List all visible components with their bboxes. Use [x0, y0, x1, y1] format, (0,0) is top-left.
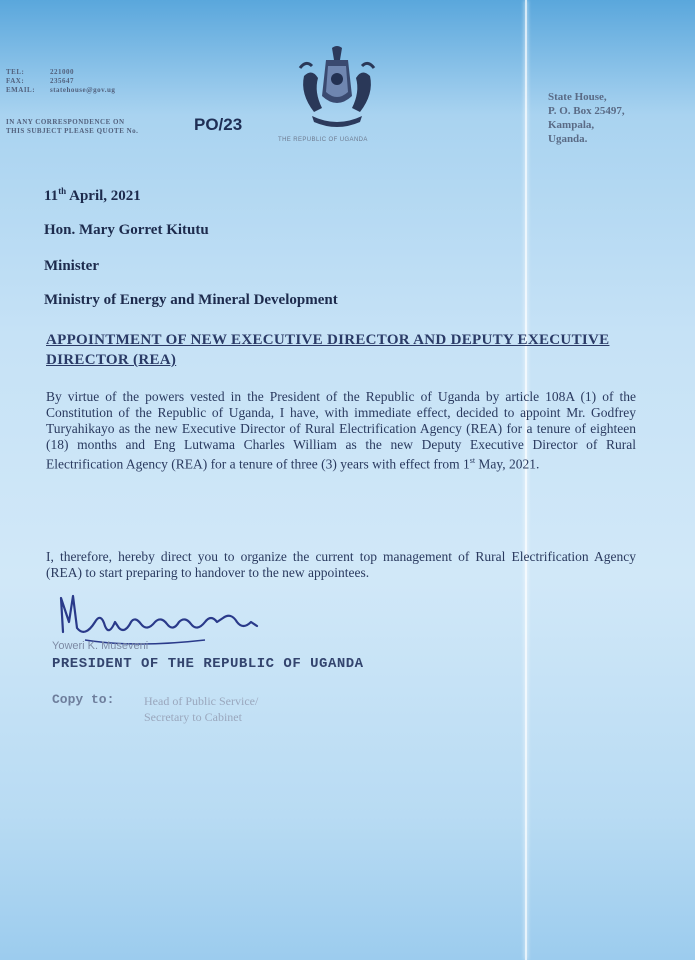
reference-number: PO/23 — [194, 115, 243, 134]
sender-address: State House, P. O. Box 25497, Kampala, Uganda. — [548, 91, 625, 145]
recipient-ministry: Ministry of Energy and Mineral Development — [44, 292, 338, 308]
contact-row: EMAIL: statehouse@gov.ug — [6, 86, 116, 94]
body-paragraph-2: I, therefore, hereby direct you to organize the current top management of Rural Electrification Agency (REA) to start preparing to handover to the new appointees. — [46, 549, 636, 580]
crest-caption: THE REPUBLIC OF UGANDA — [278, 137, 368, 143]
letterhead-contacts — [6, 68, 176, 95]
contact-row: FAX: 235647 — [6, 77, 74, 85]
body-paragraph-1: By virtue of the powers vested in the President of the Republic of Uganda by article 108A (1) of the Constitution of the Republic of Uganda, I have, with immediate effect, decided to appoint Mr. Godfrey Turyahikayo as the new Executive Director of Rural Electrification Agency (REA) for a tenure of eighteen (18) months and Eng Lutwama Charles William as the new Deputy Executive Director of Rural Electrification Agency (REA) for a tenure of three (3) years with effect from 1st May, 2021. — [46, 389, 636, 472]
letter-date: 11th April, 2021 — [44, 186, 141, 204]
signer-title: PRESIDENT OF THE REPUBLIC OF UGANDA — [52, 656, 364, 672]
reference-note: IN ANY CORRESPONDENCE ON THIS SUBJECT PLEASE QUOTE No. — [6, 118, 139, 135]
coat-of-arms-icon — [292, 46, 382, 132]
recipient-name: Hon. Mary Gorret Kitutu — [44, 222, 209, 238]
letter-subject: APPOINTMENT OF NEW EXECUTIVE DIRECTOR AND DEPUTY EXECUTIVE DIRECTOR (REA) — [46, 332, 610, 368]
recipient-title: Minister — [44, 258, 99, 274]
screen-glare-line — [525, 0, 527, 960]
copy-to-label: Copy to: — [52, 692, 115, 707]
copy-to-list: Head of Public Service/ Secretary to Cabinet — [144, 694, 259, 724]
contact-row: TEL: 221000 — [6, 68, 74, 76]
signer-name: Yoweri K. Museveni — [52, 640, 149, 652]
